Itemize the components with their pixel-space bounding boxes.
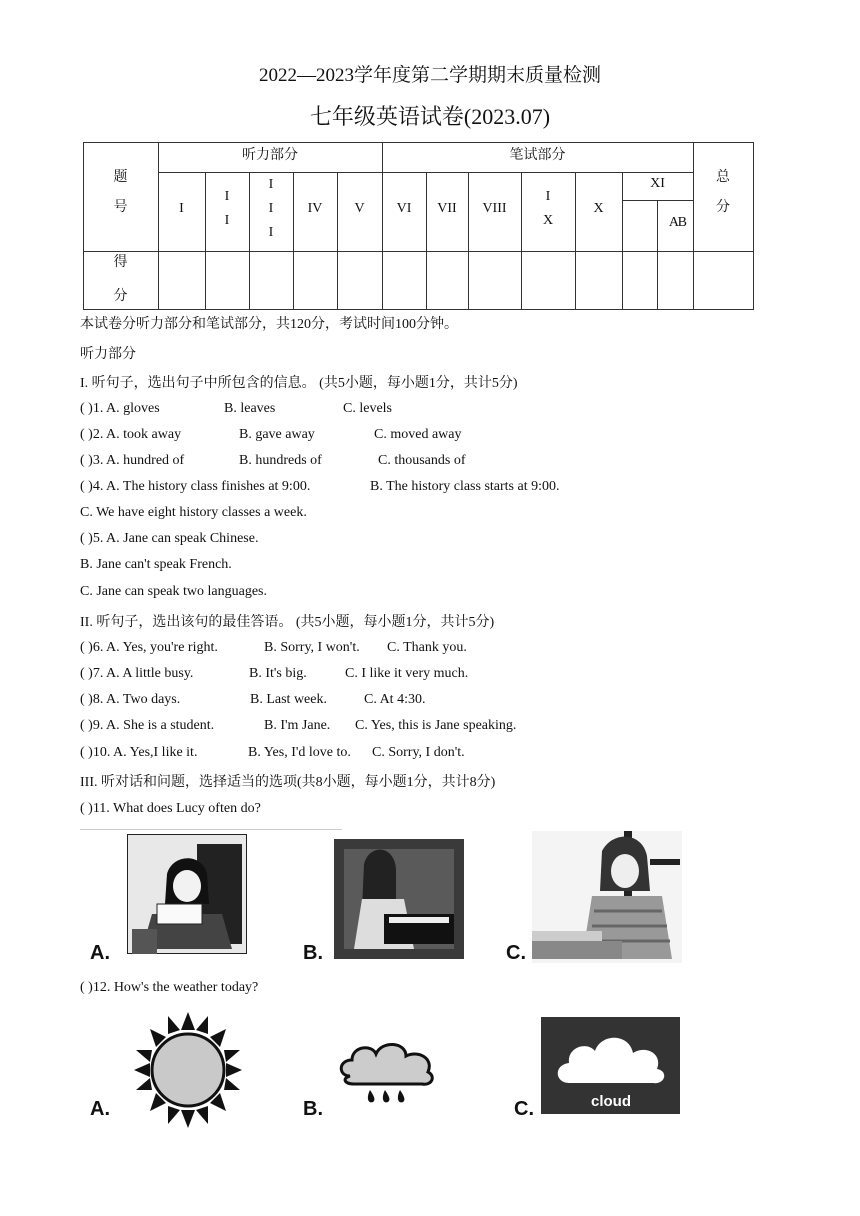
col-5: V <box>354 201 365 216</box>
total-top: 总 <box>716 170 730 185</box>
total-bottom: 分 <box>716 200 730 215</box>
q4-b: B. The history class starts at 9:00. <box>370 479 560 494</box>
listening-section-title: 听力部分 <box>80 347 136 362</box>
q9-b: B. I'm Jane. <box>264 718 331 733</box>
part3-heading: III. 听对话和问题，选择适当的选项(共8小题，每小题1分，共计8分) <box>80 775 496 790</box>
col-8: VIII <box>482 201 507 216</box>
tihao-bottom: 号 <box>113 200 128 215</box>
col-9: I X <box>542 189 554 228</box>
q10-b: B. Yes, I'd love to. <box>248 745 351 760</box>
q7-c: C. I like it very much. <box>345 666 469 681</box>
cloud-icon <box>541 1017 680 1114</box>
col-6: VI <box>396 201 412 216</box>
q1-b: B. leaves <box>224 401 276 416</box>
q6-b: B. Sorry, I won't. <box>264 640 360 655</box>
q4-a: ( )4. A. The history class finishes at 9:00. <box>80 479 311 494</box>
col-7: VII <box>437 201 457 216</box>
part2-heading: II. 听句子，选出该句的最佳答语。 (共5小题，每小题1分，共计5分) <box>80 615 495 630</box>
q3-c: C. thousands of <box>378 453 466 468</box>
writing-header: 笔试部分 <box>509 148 566 163</box>
q10-a: ( )10. A. Yes,I like it. <box>80 745 198 760</box>
q5-a: ( )5. A. Jane can speak Chinese. <box>80 531 259 546</box>
q5-b: B. Jane can't speak French. <box>80 557 232 572</box>
q4-c: C. We have eight history classes a week. <box>80 505 307 520</box>
q3-a: ( )3. A. hundred of <box>80 453 185 468</box>
col-4: IV <box>307 201 323 216</box>
q9-a: ( )9. A. She is a student. <box>80 718 215 733</box>
reading-picture <box>127 834 247 954</box>
q3-b: B. hundreds of <box>239 453 322 468</box>
total-label <box>693 166 753 220</box>
q10-c: C. Sorry, I don't. <box>372 745 465 760</box>
q11-option-b-label: B. <box>303 942 323 964</box>
q8-b: B. Last week. <box>250 692 327 707</box>
col-2: I I <box>224 189 230 228</box>
q11-option-c-label: C. <box>506 942 526 964</box>
col-11b: B <box>677 215 687 230</box>
cloud-label: cloud <box>591 1093 631 1110</box>
defen-bottom: 分 <box>113 289 128 304</box>
q6-c: C. Thank you. <box>387 640 467 655</box>
q11-option-a-label: A. <box>90 942 110 964</box>
piano-picture <box>334 839 464 959</box>
q1-a: ( )1. A. gloves <box>80 401 160 416</box>
q12-option-b-label: B. <box>303 1098 323 1120</box>
defen-label <box>83 251 158 309</box>
q1-c: C. levels <box>343 401 392 416</box>
q2-a: ( )2. A. took away <box>80 427 182 442</box>
q2-c: C. moved away <box>374 427 462 442</box>
col-1: I <box>179 201 184 216</box>
q12-option-a-label: A. <box>90 1098 110 1120</box>
col-11: XI <box>650 176 665 191</box>
defen-top: 得 <box>113 255 128 270</box>
q5-c: C. Jane can speak two languages. <box>80 584 267 599</box>
q6-a: ( )6. A. Yes, you're right. <box>80 640 218 655</box>
part1-heading: I. 听句子，选出句子中所包含的信息。 (共5小题，每小题1分，共计5分) <box>80 376 518 391</box>
q12-question: ( )12. How's the weather today? <box>80 980 259 995</box>
q7-b: B. It's big. <box>249 666 307 681</box>
exam-title: 2022—2023学年度第二学期期末质量检测 <box>258 65 601 86</box>
tihao-label <box>83 166 158 220</box>
q8-a: ( )8. A. Two days. <box>80 692 181 707</box>
q9-c: C. Yes, this is Jane speaking. <box>355 718 517 733</box>
intro-text: 本试卷分听力部分和笔试部分，共120分，考试时间100分钟。 <box>80 317 458 332</box>
q11-question: ( )11. What does Lucy often do? <box>80 801 261 816</box>
exam-subtitle: 七年级英语试卷(2023.07) <box>309 104 551 129</box>
col-3: I I I <box>268 177 274 240</box>
listening-header: 听力部分 <box>242 148 298 163</box>
computer-picture <box>532 831 682 963</box>
sun-icon <box>134 1010 242 1130</box>
q8-c: C. At 4:30. <box>364 692 426 707</box>
col-10: X <box>593 201 604 216</box>
q7-a: ( )7. A. A little busy. <box>80 666 194 681</box>
tihao-top: 题 <box>113 170 128 185</box>
score-table <box>83 142 753 310</box>
q2-b: B. gave away <box>239 427 315 442</box>
rain-icon <box>338 1038 438 1110</box>
divider <box>80 829 342 830</box>
q12-option-c-label: C. <box>514 1098 534 1120</box>
col-11a: A <box>668 215 679 230</box>
